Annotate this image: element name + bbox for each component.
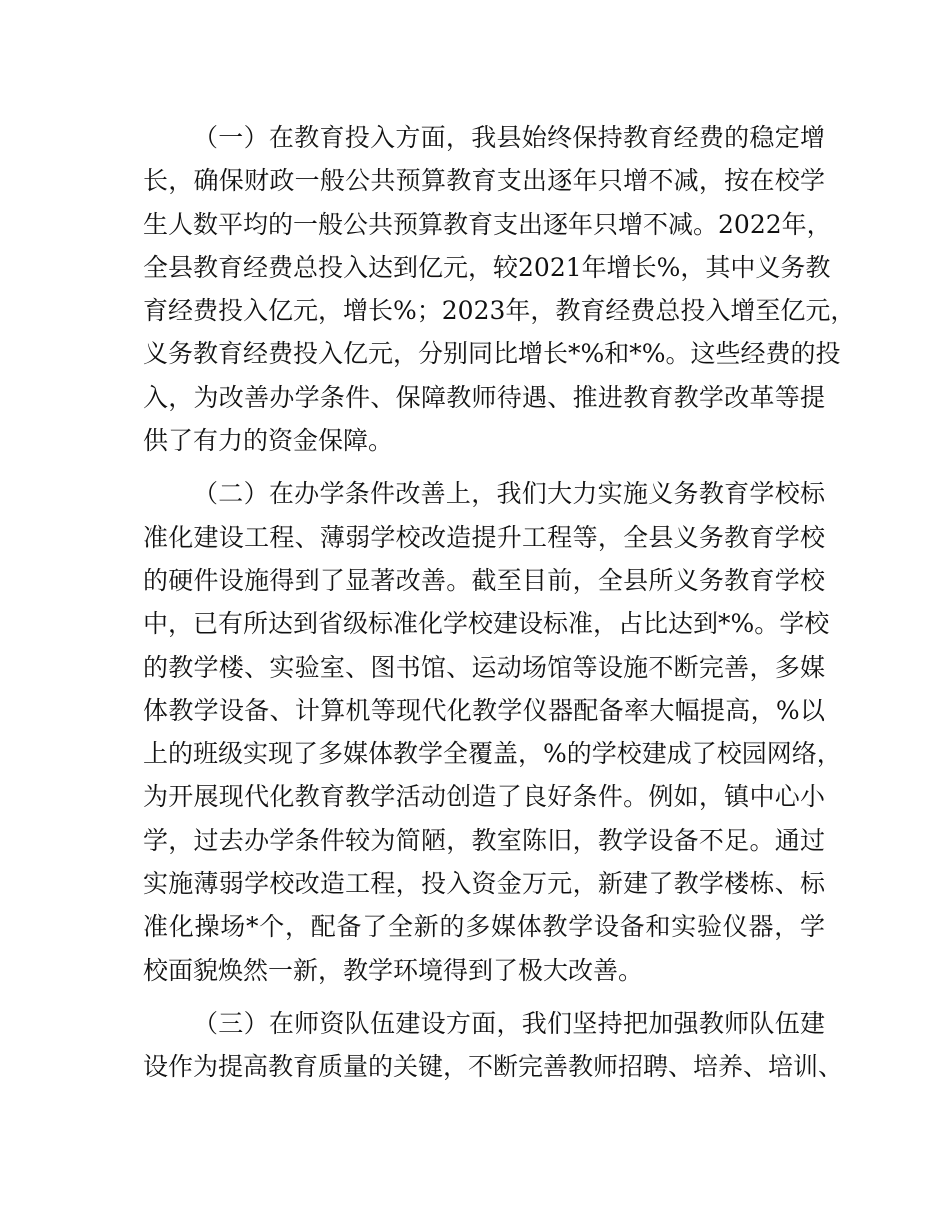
text-line: 入，为改善办学条件、保障教师待遇、推进教育教学改革等提 [143,382,825,412]
text-line: 的硬件设施得到了显著改善。截至目前，全县所义务教育学校 [143,565,825,595]
text-line: 全县教育经费总投入达到亿元，较2021年增长%，其中义务教 [143,252,831,282]
text-line: 为开展现代化教育教学活动创造了良好条件。例如，镇中心小 [143,782,825,812]
document-body [143,116,856,1099]
text-line: 学，过去办学条件较为简陋，教室陈旧，教学设备不足。通过 [143,825,825,855]
text-line: （一）在教育投入方面，我县始终保持教育经费的稳定增 [193,123,825,152]
text-line: 上的班级实现了多媒体教学全覆盖，%的学校建成了校园网络， [143,739,842,769]
text-line: 生人数平均的一般公共预算教育支出逐年只增不减。2022年， [143,209,832,239]
text-line: 体教学设备、计算机等现代化教学仪器配备率大幅提高，%以 [143,695,825,725]
text-line: 育经费投入亿元，增长%；2023年，教育经费总投入增至亿元， [143,296,856,326]
paragraph-teacher-team [143,1002,844,1089]
text-line: 准化建设工程、薄弱学校改造提升工程等，全县义务教育学校 [143,522,825,552]
text-line: 长，确保财政一般公共预算教育支出逐年只增不减，按在校学 [143,166,825,196]
text-line: 校面貌焕然一新，教学环境得到了极大改善。 [143,955,644,985]
text-line: （二）在办学条件改善上，我们大力实施义务教育学校标 [193,479,825,509]
text-line: 准化操场*个，配备了全新的多媒体教学设备和实验仪器，学 [143,912,825,942]
text-line: （三）在师资队伍建设方面，我们坚持把加强教师队伍建 [193,1008,825,1038]
text-line: 设作为提高教育质量的关键，不断完善教师招聘、培养、培训、 [143,1052,844,1082]
paragraph-education-investment [143,116,856,462]
paragraph-school-conditions [143,472,842,992]
text-line: 义务教育经费投入亿元，分别同比增长*%和*%。这些经费的投 [143,339,841,369]
text-line: 中，已有所达到省级标准化学校建设标准，占比达到*%。学校 [143,609,830,639]
text-line: 的教学楼、实验室、图书馆、运动场馆等设施不断完善，多媒 [143,652,825,682]
text-line: 实施薄弱学校改造工程，投入资金万元，新建了教学楼栋、标 [143,869,825,899]
text-line: 供了有力的资金保障。 [143,426,394,456]
